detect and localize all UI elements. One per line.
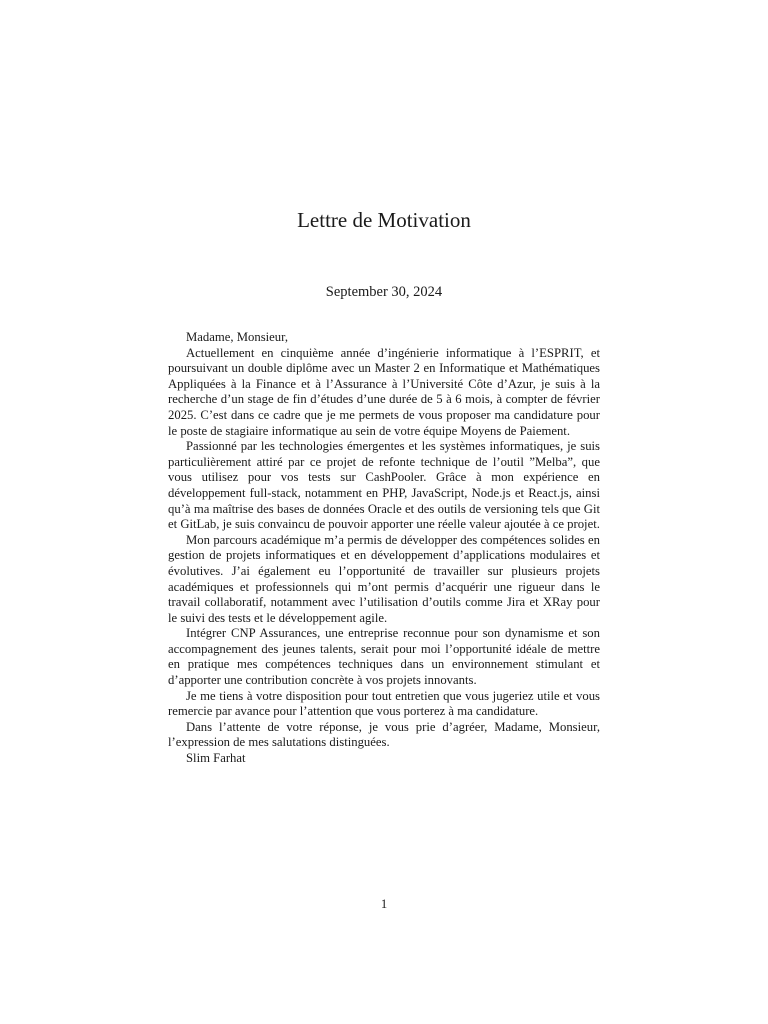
paragraph: Dans l’attente de votre réponse, je vous prie d’agréer, Madame, Monsieur, l’expression de mes salutations distinguées. bbox=[168, 719, 600, 750]
letter-body bbox=[168, 330, 600, 767]
document-title: Lettre de Motivation bbox=[297, 208, 471, 232]
page-number: 1 bbox=[380, 897, 388, 911]
paragraph: Actuellement en cinquième année d’ingénierie informatique à l’ESPRIT, et poursuivant un double diplôme avec un Master 2 en Informatique et Mathématiques Appliquées à la Finance et à l’Assurance à l’Université Côte d’Azur, je suis à la recherche d’un stage de fin d’études d’une durée de 5 à 6 mois, à compter de février 2025. C’est dans ce cadre que je me permets de vous proposer ma candidature pour le poste de stagiaire informatique au sein de votre équipe Moyens de Paiement. bbox=[168, 345, 600, 438]
salutation: Madame, Monsieur, bbox=[186, 330, 289, 344]
paragraph: Intégrer CNP Assurances, une entreprise reconnue pour son dynamisme et son accompagnement des jeunes talents, serait pour moi l’opportunité idéale de mettre en pratique mes compétences techniques dans un environnement stimulant et d’apporter une contribution concrète à vos projets innovants. bbox=[168, 626, 600, 688]
signature: Slim Farhat bbox=[186, 751, 246, 766]
document-date: September 30, 2024 bbox=[325, 284, 443, 300]
paragraph: Passionné par les technologies émergentes et les systèmes informatiques, je suis particulièrement attiré par ce projet de refonte technique de l’outil ”Melba”, que vous utilisez pour vos tests sur CashPooler. Grâce à mon expérience en développement full-stack, notamment en PHP, JavaScript, Node.js et React.js, ainsi qu’à ma maîtrise des bases de données Oracle et des outils de versioning tels que Git et GitLab, je suis convaincu de pouvoir apporter une réelle valeur ajoutée à ce projet. bbox=[168, 439, 600, 532]
paragraph: Je me tiens à votre disposition pour tout entretien que vous jugeriez utile et vous remercie par avance pour l’attention que vous porterez à ma candidature. bbox=[168, 688, 600, 719]
paragraph: Mon parcours académique m’a permis de développer des compétences solides en gestion de projets informatiques et en développement d’applications modulaires et évolutives. J’ai également eu l’opportunité de travailler sur plusieurs projets académiques et professionnels qui m’ont permis d’acquérir une rigueur dans le travail collaboratif, notamment avec l’utilisation d’outils comme Jira et XRay pour le suivi des tests et le développement agile. bbox=[168, 532, 600, 625]
